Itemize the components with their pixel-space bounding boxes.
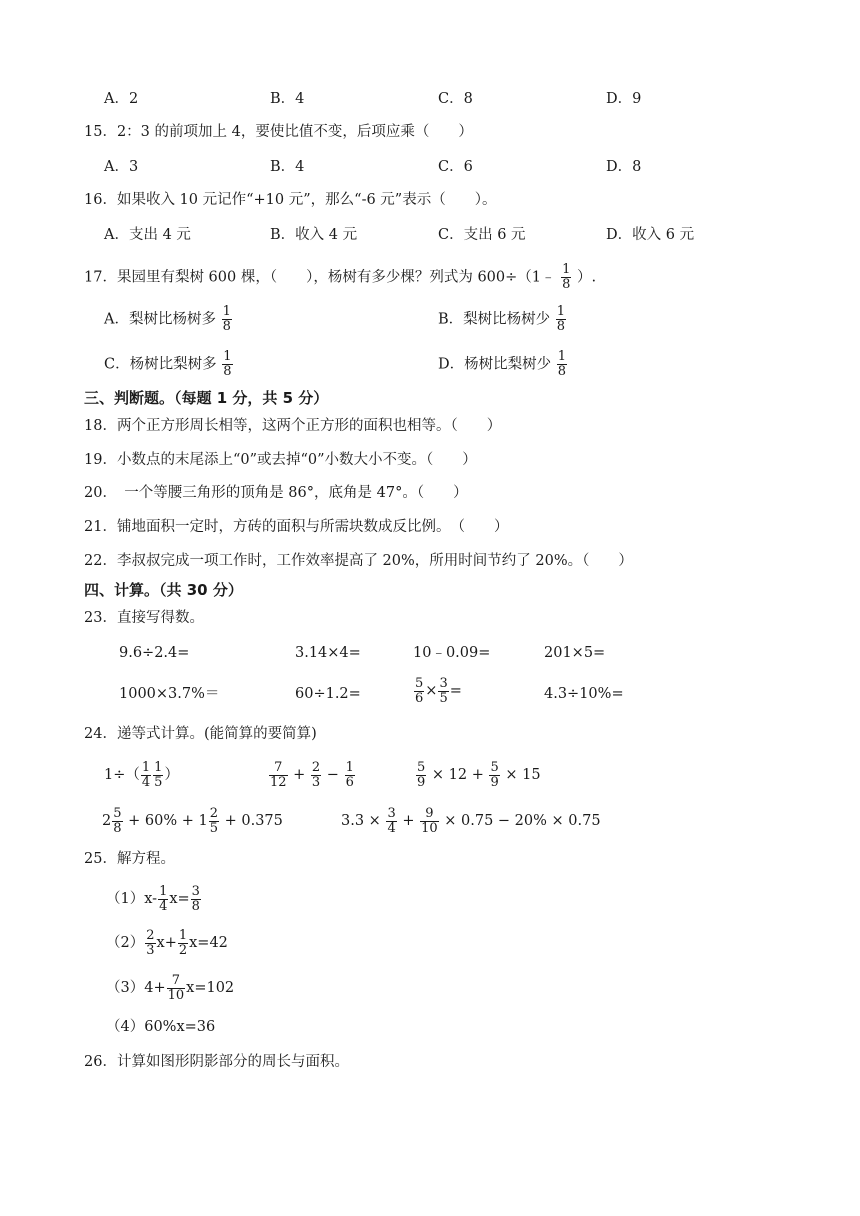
q15-text: 15．2：3 的前项加上 4，要使比值不变，后项应乘（ ） — [84, 124, 473, 140]
q25-eq-2 — [106, 928, 228, 958]
q17-text — [84, 263, 596, 292]
frac-den: 8 — [556, 319, 566, 334]
eq-3-post: x=102 — [186, 980, 235, 996]
q16-text: 16．如果收入 10 元记作“+10 元”，那么“-6 元”表示（ ）。 — [84, 192, 497, 208]
frac-num: 2 — [146, 927, 155, 943]
frac-7-10 — [167, 974, 186, 1003]
frac-1-2 — [178, 929, 188, 958]
eq-1-mid: x= — [169, 891, 190, 907]
q19-text: 19．小数点的末尾添上“0”或去掉“0”小数大小不变。（ ） — [84, 452, 477, 468]
frac-3-8 — [191, 885, 201, 914]
frac-den: 4 — [387, 820, 396, 836]
eq-2-pre: （2） — [106, 935, 145, 951]
frac-5-8 — [112, 807, 122, 836]
frac-den: 5 — [439, 690, 448, 706]
q23-r2c2: 60÷1.2= — [295, 686, 361, 702]
frac-2-3 — [311, 761, 321, 790]
frac-num: 5 — [415, 675, 424, 691]
q17-option-c-fraction — [222, 350, 232, 379]
eq-1-pre: （1）x- — [106, 891, 158, 907]
q24-expr-3 — [415, 760, 541, 790]
frac-den: 5 — [209, 820, 218, 836]
frac-9-10 — [420, 807, 439, 836]
q14-option-a: A．2 — [104, 91, 139, 107]
section-4-heading: 四、计算。（共 30 分） — [84, 581, 243, 599]
q15-option-c: C．6 — [438, 159, 473, 175]
q20-text: 20． 一个等腰三角形的顶角是 86°，底角是 47°。（ ） — [84, 485, 468, 501]
frac-num: 7 — [167, 974, 186, 989]
expr-1-pre: 1÷（ — [104, 767, 140, 783]
q23-r1c3: 10﹣0.09= — [413, 645, 491, 661]
q17-fraction — [561, 263, 571, 292]
q23-r2c4: 4.3÷10%= — [544, 686, 624, 702]
frac-7-12 — [269, 761, 288, 790]
q17-option-a-label: A．梨树比杨树多 — [104, 311, 216, 328]
q15-option-d: D．8 — [606, 159, 642, 175]
expr-5-pre: 3.3 × — [341, 813, 381, 829]
frac-num: 9 — [420, 807, 439, 822]
q25-eq-4: （4）60%x=36 — [106, 1019, 216, 1035]
frac-den: 8 — [191, 898, 200, 914]
frac-den: 8 — [222, 319, 231, 334]
expr-1-post: ） — [164, 767, 179, 783]
frac-5-9-b — [489, 761, 499, 790]
frac-num: 5 — [417, 759, 426, 775]
q21-text: 21．铺地面积一定时，方砖的面积与所需块数成反比例。 （ ） — [84, 519, 509, 535]
q25-eq-1 — [106, 884, 202, 914]
q17-option-c — [104, 350, 234, 379]
frac-den: 8 — [223, 364, 232, 379]
q16-option-b: B．收入 4 元 — [270, 227, 358, 243]
q23-r1c1: 9.6÷2.4= — [119, 645, 190, 661]
frac-num: 1 — [557, 349, 567, 364]
eq-2-post: x=42 — [189, 935, 228, 951]
frac-num: 5 — [490, 759, 499, 775]
q14-option-d: D．9 — [606, 91, 642, 107]
q16-option-a: A．支出 4 元 — [104, 227, 191, 243]
frac-num: 1 — [223, 349, 232, 364]
q17-option-b-fraction — [556, 305, 566, 334]
eq-3-pre: （3）4+ — [106, 980, 166, 996]
frac-num: 2 — [209, 805, 218, 821]
frac-den: 10 — [421, 820, 438, 836]
frac-1-4 — [158, 885, 168, 914]
frac-num: 1 — [222, 304, 231, 319]
frac-3-5 — [438, 677, 448, 706]
q26-text: 26．计算如图形阴影部分的周长与面积。 — [84, 1054, 349, 1070]
frac-num: 1 — [154, 759, 163, 775]
q14-option-b: B．4 — [270, 91, 305, 107]
frac-3-4 — [386, 807, 396, 836]
q17-option-d-fraction — [557, 350, 567, 379]
q24-expr-5 — [341, 806, 601, 836]
frac-den: 8 — [113, 820, 122, 836]
q17-frac-den: 8 — [562, 277, 571, 292]
frac-den: 5 — [154, 774, 163, 790]
frac-num: 2 — [311, 759, 321, 775]
q16-option-c: C．支出 6 元 — [438, 227, 526, 243]
frac-1-4 — [141, 761, 151, 790]
expr-3-mid: × 12 + — [431, 767, 484, 783]
frac-den: 6 — [415, 690, 424, 706]
frac-den: 4 — [159, 898, 168, 914]
q24-expr-4: 2 $\frac{5}{8}$ + 60% + 1 $\frac{2}{5}$ + 0.375 — [102, 805, 283, 836]
expr-4-tail: + 0.375 — [224, 813, 283, 829]
frac-num: 3 — [191, 883, 200, 899]
expr-3-post: × 15 — [505, 767, 541, 783]
frac-den: 2 — [178, 942, 188, 958]
frac-den: 10 — [167, 987, 185, 1003]
frac-num: 1 — [159, 883, 168, 899]
q17-option-b — [438, 305, 567, 334]
frac-2-5 — [209, 807, 219, 836]
q25-eq-3 — [106, 973, 234, 1003]
frac-den: 4 — [141, 774, 151, 790]
frac-den: 6 — [345, 774, 354, 790]
q16-option-d: D．收入 6 元 — [606, 227, 695, 243]
frac-den: 3 — [311, 774, 321, 790]
q15-option-b: B．4 — [270, 159, 305, 175]
frac-5-6 — [414, 677, 424, 706]
q24-expr-1 — [104, 760, 179, 790]
q17-option-d-label: D．杨树比梨树少 — [438, 356, 552, 373]
q17-frac-num: 1 — [562, 262, 571, 277]
q17-option-a — [104, 305, 233, 334]
frac-1-6 — [345, 761, 355, 790]
q17-option-b-label: B．梨树比杨树少 — [438, 311, 551, 328]
q17-text-pre: 17．果园里有梨树 600 棵，（ ），杨树有多少棵？列式为 600÷（1﹣ — [84, 269, 556, 286]
frac-den: 8 — [557, 364, 567, 379]
q25-title: 25．解方程。 — [84, 851, 175, 867]
frac-num: 5 — [113, 805, 122, 821]
q17-option-d — [438, 350, 568, 379]
q24-title: 24．递等式计算。(能简算的要简算) — [84, 726, 317, 742]
expr-5-post: × 0.75 − 20% × 0.75 — [444, 813, 601, 829]
frac-5-9 — [416, 761, 426, 790]
frac-2-3 — [145, 929, 155, 958]
frac-den: 12 — [270, 774, 287, 790]
section-3-heading: 三、判断题。（每题 1 分，共 5 分） — [84, 389, 329, 407]
q23-r2c1: 1000×3.7%＝ — [119, 686, 220, 702]
eq-2-mid: x+ — [156, 935, 177, 951]
frac-num: 7 — [269, 761, 288, 776]
q23-r1c4: 201×5= — [544, 645, 606, 661]
q23-title: 23．直接写得数。 — [84, 610, 204, 626]
q24-expr-2: $\frac{7}{12}$ + $\frac{2}{3}$ − $\frac{1}{6}$ — [270, 759, 354, 790]
q15-option-a: A．3 — [104, 159, 139, 175]
q23-r1c2: 3.14×4= — [295, 645, 361, 661]
q18-text: 18．两个正方形周长相等，这两个正方形的面积也相等。（ ） — [84, 418, 502, 434]
frac-num: 3 — [439, 675, 448, 691]
q14-option-c: C．8 — [438, 91, 473, 107]
q17-option-a-fraction — [222, 305, 232, 334]
q23-r2c3: $\frac{5}{6}$ × $\frac{3}{5}$ = — [415, 675, 462, 706]
frac-num: 1 — [556, 304, 566, 319]
frac-den: 3 — [146, 942, 155, 958]
frac-num: 1 — [178, 927, 188, 943]
frac-1-5 — [153, 761, 163, 790]
q22-text: 22．李叔叔完成一项工作时，工作效率提高了 20%，所用时间节约了 20%。（ ） — [84, 553, 633, 569]
q17-option-c-label: C．杨树比梨树多 — [104, 356, 217, 373]
frac-den: 9 — [490, 774, 499, 790]
frac-num: 1 — [141, 759, 151, 775]
expr-4-mid: + 60% + 1 — [128, 813, 208, 829]
q17-text-post: ）. — [577, 269, 597, 286]
frac-num: 1 — [345, 759, 354, 775]
frac-den: 9 — [417, 774, 426, 790]
frac-num: 3 — [387, 805, 396, 821]
expr-5-mid: + — [402, 813, 415, 829]
